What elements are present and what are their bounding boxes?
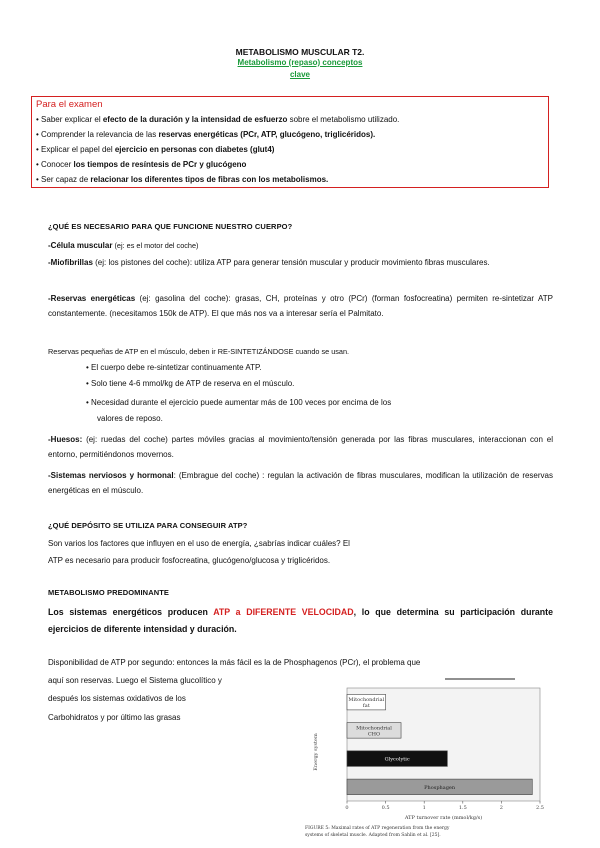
chart-xtick-label: 2.5 [536,805,544,811]
exam-item: • Conocer los tiempos de resíntesis de PCr y glucógeno [36,160,247,169]
paragraph-deposito-line1: Son varios los factores que influyen en el uso de energía, ¿sabrías indicar cuáles? El [48,539,350,548]
bullet-continuation: valores de reposo. [97,414,163,423]
exam-item: • Comprender la relevancia de las reservas energéticas (PCr, ATP, glucógeno, triglicéridos). [36,130,376,139]
exam-heading: Para el examen [36,99,103,110]
paragraph-disponibilidad-line1: Disponibilidad de ATP por segundo: entonces la más fácil es la de Phosphagenos (PCr), el problema que [48,658,421,667]
atp-regeneration-chart [305,676,553,848]
chart-caption-line2: systems of skeletal muscle. Adapted from Sahlin et al. [25]. [305,833,441,838]
paragraph-sistemas: -Sistemas nerviosos y hormonal: (Embrague del coche) : regulan la activación de fibras musculares, modifican la utilización de reservas energéticas en el músculo. [48,471,553,495]
paragraph-disponibilidad-line2: aquí son reservas. Luego el Sistema glucolítico y [48,676,222,685]
exam-item: • Ser capaz de relacionar los diferentes tipos de fibras con los metabolismos. [36,175,329,184]
chart-bar-label: Mitochondrial [348,697,385,704]
document-subtitle-line2: clave [289,70,311,79]
paragraph-celula: -Célula muscular (ej: es el motor del coche) [48,241,199,250]
exam-item: • Saber explicar el efecto de la duración y la intensidad de esfuerzo sobre el metabolismo utilizado. [36,115,400,124]
chart-bar-label: Glycolytic [384,756,410,763]
section-heading-cuerpo: ¿QUÉ ES NECESARIO PARA QUE FUNCIONE NUESTRO CUERPO? [48,222,293,231]
section-heading-deposito: ¿QUÉ DEPÓSITO SE UTILIZA PARA CONSEGUIR ATP? [48,521,248,530]
chart-ylabel: Energy system [313,733,319,771]
document-title: METABOLISMO MUSCULAR T2. [235,47,365,57]
chart-xtick-label: 2 [499,805,503,811]
paragraph-disponibilidad-line4: Carbohidratos y por último las grasas [48,713,181,722]
paragraph-huesos: -Huesos: (ej: ruedas del coche) partes móviles gracias al movimiento/tensión generada por las fibras musculares, interaccionan con el entorno, permitiéndonos movernos. [48,435,553,459]
chart-bar-label: CHO [367,731,381,738]
paragraph-miofibrillas: -Miofibrillas (ej: los pistones del coche): utiliza ATP para generar tensión muscular y producir movimiento fibras musculares. [48,258,490,267]
chart-bar-label: Mitochondrial [356,725,392,732]
chart-xlabel: ATP turnover rate (mmol/kg/s) [404,815,483,821]
paragraph-reservas: -Reservas energéticas (ej: gasolina del coche): grasas, CH, proteínas y otro (PCr) (forman fosfocreatina) permiten re-sintetizar ATP constantemente. (necesitamos 150k de ATP). El que más nos va a interesar sería el Palmitato. [48,294,553,318]
chart-xtick-label: 0.5 [381,805,390,811]
chart-xtick-label: 0 [345,805,349,811]
chart-caption-line1: FIGURE 5: Maximal rates of ATP regeneration from the energy [305,826,450,831]
chart-bar-label: Phosphagen [424,784,456,791]
paragraph-disponibilidad-line3: después los sistemas oxidativos de los [48,694,186,703]
bullet-item: • El cuerpo debe re-sintetizar continuamente ATP. [86,363,262,372]
chart-bar-label: fat [362,703,370,710]
paragraph-deposito-line2: ATP es necesario para producir fosfocreatina, glucógeno/glucosa y triglicéridos. [48,556,331,565]
paragraph-sistemas-energeticos: Los sistemas energéticos producen ATP a DIFERENTE VELOCIDAD, lo que determina su participación durante ejercicios de diferente intensidad y duración. [48,607,553,634]
chart-xtick-label: 1 [422,805,426,811]
paragraph-reservas-small: Reservas pequeñas de ATP en el músculo, deben ir RE-SINTETIZÁNDOSE cuando se usan. [48,347,350,356]
exam-item: • Explicar el papel del ejercicio en personas con diabetes (glut4) [36,145,275,154]
bullet-item: • Necesidad durante el ejercicio puede aumentar más de 100 veces por encima de los [86,398,392,407]
bullet-item: • Solo tiene 4-6 mmol/kg de ATP de reserva en el músculo. [86,379,295,388]
chart-xtick-label: 1.5 [458,805,467,811]
section-heading-metabolismo: METABOLISMO PREDOMINANTE [48,588,170,597]
document-subtitle-line1: Metabolismo (repaso) conceptos [237,58,363,67]
